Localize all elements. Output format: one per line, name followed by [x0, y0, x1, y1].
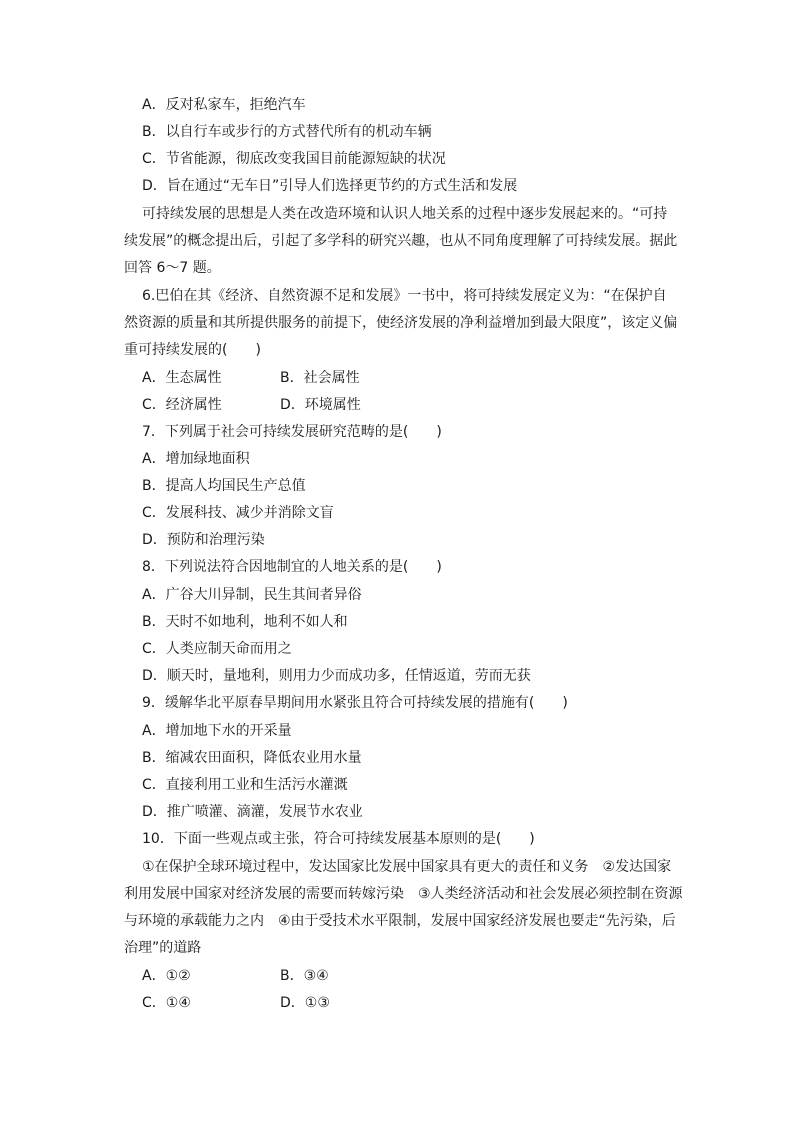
question-10-statements: 治理”的道路	[124, 940, 202, 956]
option-line: A．反对私家车，拒绝汽车	[142, 97, 306, 113]
question-9-stem: 9．缓解华北平原春旱期间用水紧张且符合可持续发展的措施有( )	[142, 695, 568, 711]
option-line: D．环境属性	[280, 397, 361, 413]
passage-line: 回答 6～7 题。	[124, 260, 221, 276]
question-6-stem: 然资源的质量和其所提供服务的前提下，使经济发展的净利益增加到最大限度”，该定义偏	[124, 315, 678, 331]
option-line: A．广谷大川异制，民生其间者异俗	[142, 587, 362, 603]
option-line: D．①③	[280, 995, 330, 1011]
passage-line: 可持续发展的思想是人类在改造环境和认识人地关系的过程中逐步发展起来的。“可持	[142, 206, 668, 222]
question-8-stem: 8．下列说法符合因地制宜的人地关系的是( )	[142, 559, 442, 575]
option-line: C．节省能源，彻底改变我国目前能源短缺的状况	[142, 151, 446, 167]
question-10-statements: 利用发展中国家对经济发展的需要而转嫁污染 ③人类经济活动和社会发展必须控制在资源	[124, 886, 683, 902]
option-line: A．①②	[142, 968, 191, 984]
question-7-stem: 7．下列属于社会可持续发展研究范畴的是( )	[142, 424, 442, 440]
passage-line: 续发展”的概念提出后，引起了多学科的研究兴趣，也从不同角度理解了可持续发展。据此	[124, 233, 678, 249]
option-line: B．③④	[280, 968, 329, 984]
option-line: B．缩减农田面积，降低农业用水量	[142, 750, 362, 766]
question-10-stem: 10．下面一些观点或主张，符合可持续发展基本原则的是( )	[142, 831, 535, 847]
option-line: B．天时不如地利，地利不如人和	[142, 614, 348, 630]
option-line: D．预防和治理污染	[142, 532, 265, 548]
option-line: B．提高人均国民生产总值	[142, 478, 306, 494]
option-line: B．社会属性	[280, 370, 360, 386]
option-line: B．以自行车或步行的方式替代所有的机动车辆	[142, 124, 432, 140]
option-line: A．增加绿地面积	[142, 451, 250, 467]
question-6-stem: 重可持续发展的( )	[124, 342, 261, 358]
question-10-statements: 与环境的承载能力之内 ④由于受技术水平限制，发展中国家经济发展也要走“先污染，后	[124, 913, 676, 929]
option-line: C．发展科技、减少并消除文盲	[142, 505, 334, 521]
option-line: C．直接利用工业和生活污水灌溉	[142, 777, 348, 793]
question-10-statements: ①在保护全球环境过程中，发达国家比发展中国家具有更大的责任和义务 ②发达国家	[142, 859, 672, 875]
option-line: D．顺天时，量地利，则用力少而成功多，任情返道，劳而无获	[142, 668, 531, 684]
option-line: D．旨在通过“无车日”引导人们选择更节约的方式生活和发展	[142, 178, 518, 194]
option-line: A．增加地下水的开采量	[142, 723, 292, 739]
option-line: A．生态属性	[142, 370, 222, 386]
option-line: C．①④	[142, 995, 191, 1011]
option-line: C．人类应制天命而用之	[142, 641, 292, 657]
question-6-stem: 6.巴伯在其《经济、自然资源不足和发展》一书中，将可持续发展定义为：“在保护自	[142, 288, 667, 304]
option-line: C．经济属性	[142, 397, 222, 413]
option-line: D．推广喷灌、滴灌，发展节水农业	[142, 804, 363, 820]
